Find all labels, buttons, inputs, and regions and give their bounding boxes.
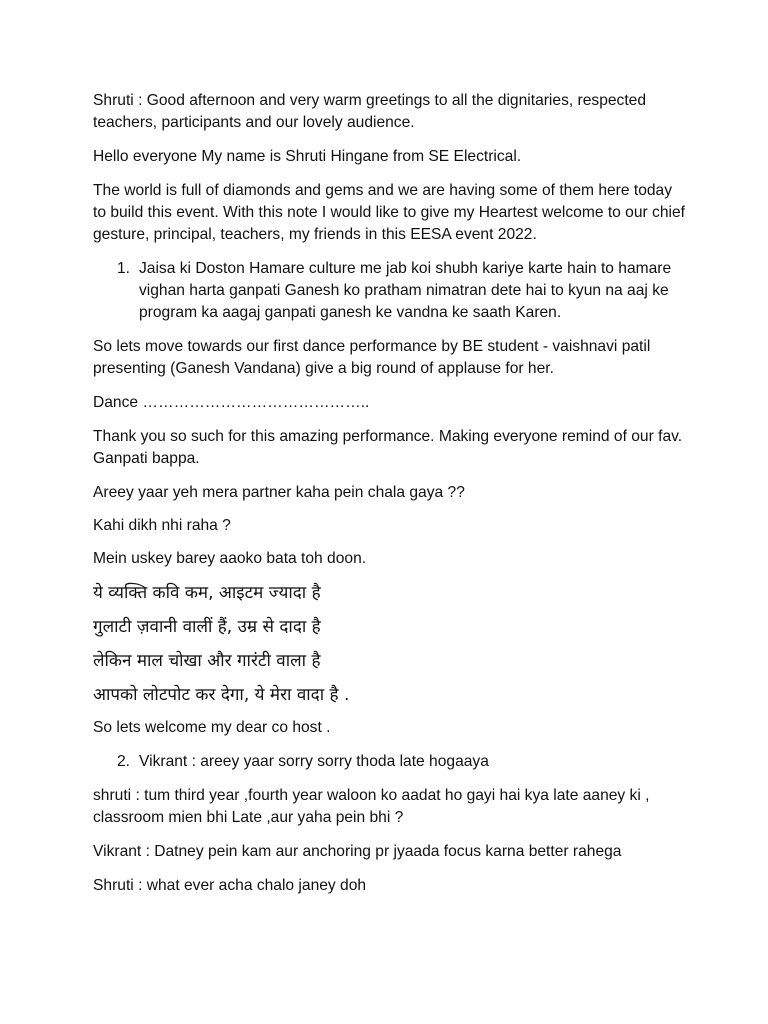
list-item-1 [93, 258, 688, 324]
poem-line-4: आपको लोटपोट कर देगा, ये मेरा वादा है . [93, 685, 350, 705]
paragraph-partner: Areey yaar yeh mera partner kaha pein chala gaya ?? [93, 484, 465, 501]
paragraph-dance-intro: So lets move towards our first dance performance by BE student - vaishnavi patil presenting (Ganesh Vandana) give a big round of applause for her. [93, 338, 651, 377]
paragraph-thanks: Thank you so such for this amazing performance. Making everyone remind of our fav. Ganpati bappa. [93, 428, 683, 467]
list-text: Jaisa ki Doston Hamare culture me jab koi shubh kariye karte hain to hamare vighan harta ganpati Ganesh ko pratham nimatran dete hai to kyun na aaj ke program ka aagaj ganpati ganesh ke vandna ke saath Karen. [139, 260, 672, 321]
paragraph-cohost: So lets welcome my dear co host . [93, 719, 331, 736]
paragraph-kahi: Kahi dikh nhi raha ? [93, 517, 231, 534]
list-item-2 [93, 751, 688, 773]
paragraph-shruti-late: shruti : tum third year ,fourth year waloon ko aadat ho gayi hai kya late aaney ki , classroom mien bhi Late ,aur yaha pein bhi ? [93, 787, 650, 826]
poem-line-1: ये व्यक्ति कवि कम, आइटम ज्यादा है [93, 583, 321, 603]
list-text: Vikrant : areey yaar sorry sorry thoda late hogaaya [139, 753, 489, 770]
poem-line-2: गुलाटी ज़वानी वालीं हैं, उम्र से दादा है [93, 617, 321, 637]
poem-line-3: लेकिन माल चोखा और गारंटी वाला है [93, 651, 321, 671]
paragraph-greeting: Shruti : Good afternoon and very warm greetings to all the dignitaries, respected teachers, participants and our lovely audience. [93, 92, 647, 131]
paragraph-dance: Dance …………………………………….. [93, 394, 370, 411]
list-number: 1. [117, 260, 131, 277]
paragraph-mein: Mein uskey barey aaoko bata toh doon. [93, 550, 367, 567]
paragraph-vikrant-reply: Vikrant : Datney pein kam aur anchoring pr jyaada focus karna better rahega [93, 843, 622, 860]
paragraph-intro: Hello everyone My name is Shruti Hingane from SE Electrical. [93, 148, 522, 165]
paragraph-welcome: The world is full of diamonds and gems and we are having some of them here today to build this event. With this note I would like to give my Heartest welcome to our chief gesture, principal, teachers, my friends in this EESA event 2022. [93, 182, 685, 243]
paragraph-shruti-whatever: Shruti : what ever acha chalo janey doh [93, 877, 367, 894]
list-number: 2. [117, 753, 131, 770]
